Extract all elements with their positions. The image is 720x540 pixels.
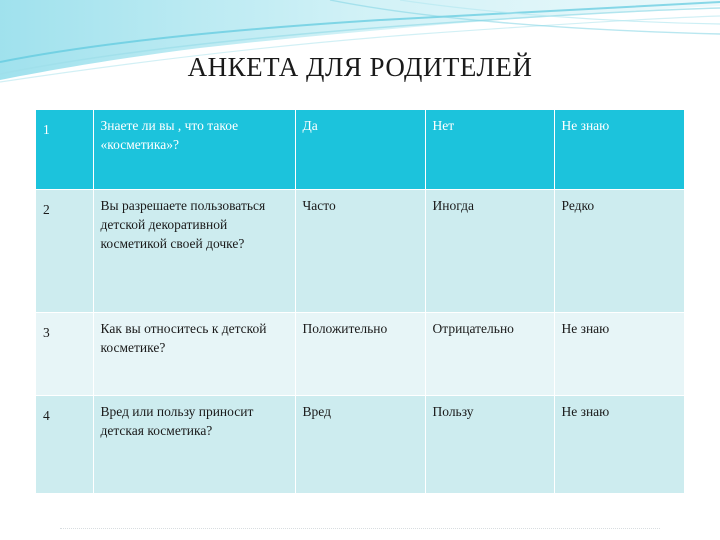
question-cell: Вы разрешаете пользоваться детской декоративной косметикой своей дочке? xyxy=(93,190,295,313)
row-number: 4 xyxy=(36,396,93,494)
answer-option: Отрицательно xyxy=(425,313,554,396)
answer-option: Не знаю xyxy=(554,110,684,190)
answer-option: Редко xyxy=(554,190,684,313)
table-row xyxy=(36,110,684,190)
question-cell: Знаете ли вы , что такое «косметика»? xyxy=(93,110,295,190)
answer-option: Не знаю xyxy=(554,396,684,494)
table-row xyxy=(36,190,684,313)
answer-option: Часто xyxy=(295,190,425,313)
row-number: 3 xyxy=(36,313,93,396)
answer-option: Нет xyxy=(425,110,554,190)
question-cell: Вред или пользу приносит детская косметика? xyxy=(93,396,295,494)
answer-option: Вред xyxy=(295,396,425,494)
page-title: АНКЕТА ДЛЯ РОДИТЕЛЕЙ xyxy=(187,52,533,82)
survey-table xyxy=(36,110,684,494)
answer-option: Пользу xyxy=(425,396,554,494)
answer-option: Да xyxy=(295,110,425,190)
answer-option: Не знаю xyxy=(554,313,684,396)
question-cell: Как вы относитесь к детской косметике? xyxy=(93,313,295,396)
table-row xyxy=(36,313,684,396)
footer-divider xyxy=(60,528,660,529)
row-number: 1 xyxy=(36,110,93,190)
answer-option: Положительно xyxy=(295,313,425,396)
table-row xyxy=(36,396,684,494)
row-number: 2 xyxy=(36,190,93,313)
answer-option: Иногда xyxy=(425,190,554,313)
